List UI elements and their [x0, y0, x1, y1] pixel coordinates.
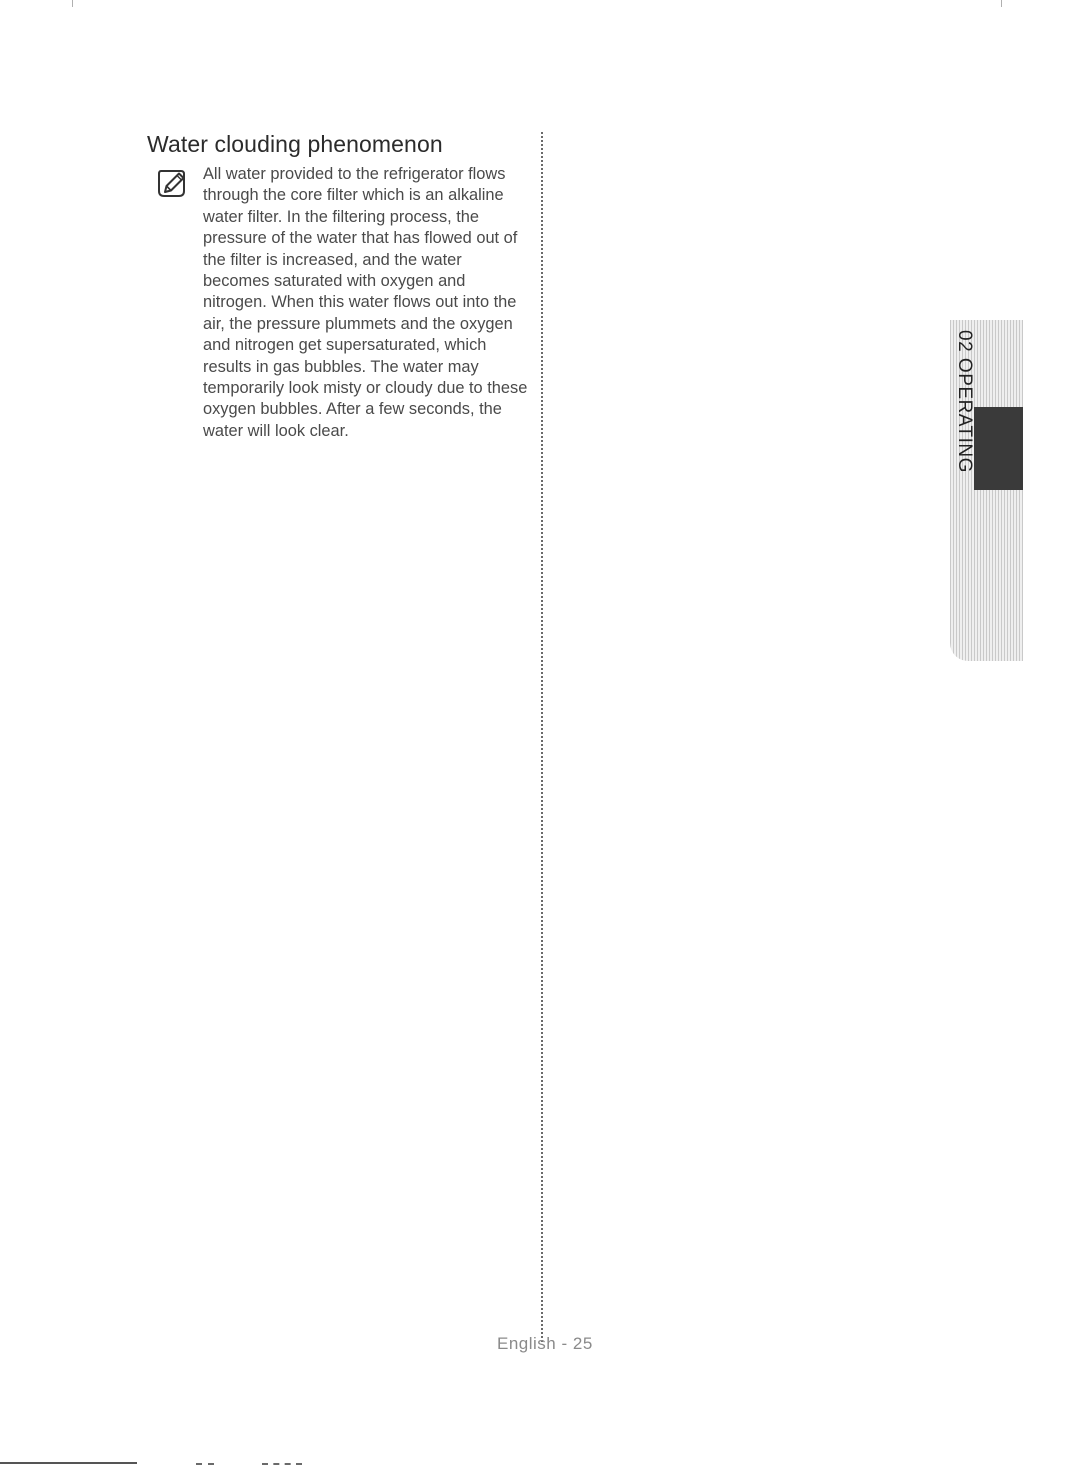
- chapter-tab-label: 02 OPERATING: [954, 330, 975, 473]
- corner-tick-right: [1001, 0, 1002, 7]
- chapter-tab-marker: [974, 407, 1023, 490]
- column-divider: [541, 132, 543, 1342]
- corner-tick-left: [72, 0, 73, 7]
- note-text: All water provided to the refrigerator flows through the core filter which is an alkaline water filter. In the filtering process, the pressure of the water that has flowed out of the filter is increased, and the water becomes saturated with oxygen and nitrogen. When this water flows out into the air, the pressure plummets and the oxygen and nitrogen get supersaturated, which results in gas bubbles. The water may temporarily look misty or cloudy due to these oxygen bubbles. After a few seconds, the water will look clear.: [203, 165, 528, 440]
- chapter-tab: [950, 320, 1023, 661]
- section-title: Water clouding phenomenon: [147, 131, 443, 157]
- page-number: English - 25: [497, 1334, 593, 1353]
- scan-artifact-rule: [0, 1462, 137, 1464]
- note-pencil-icon: [155, 168, 189, 200]
